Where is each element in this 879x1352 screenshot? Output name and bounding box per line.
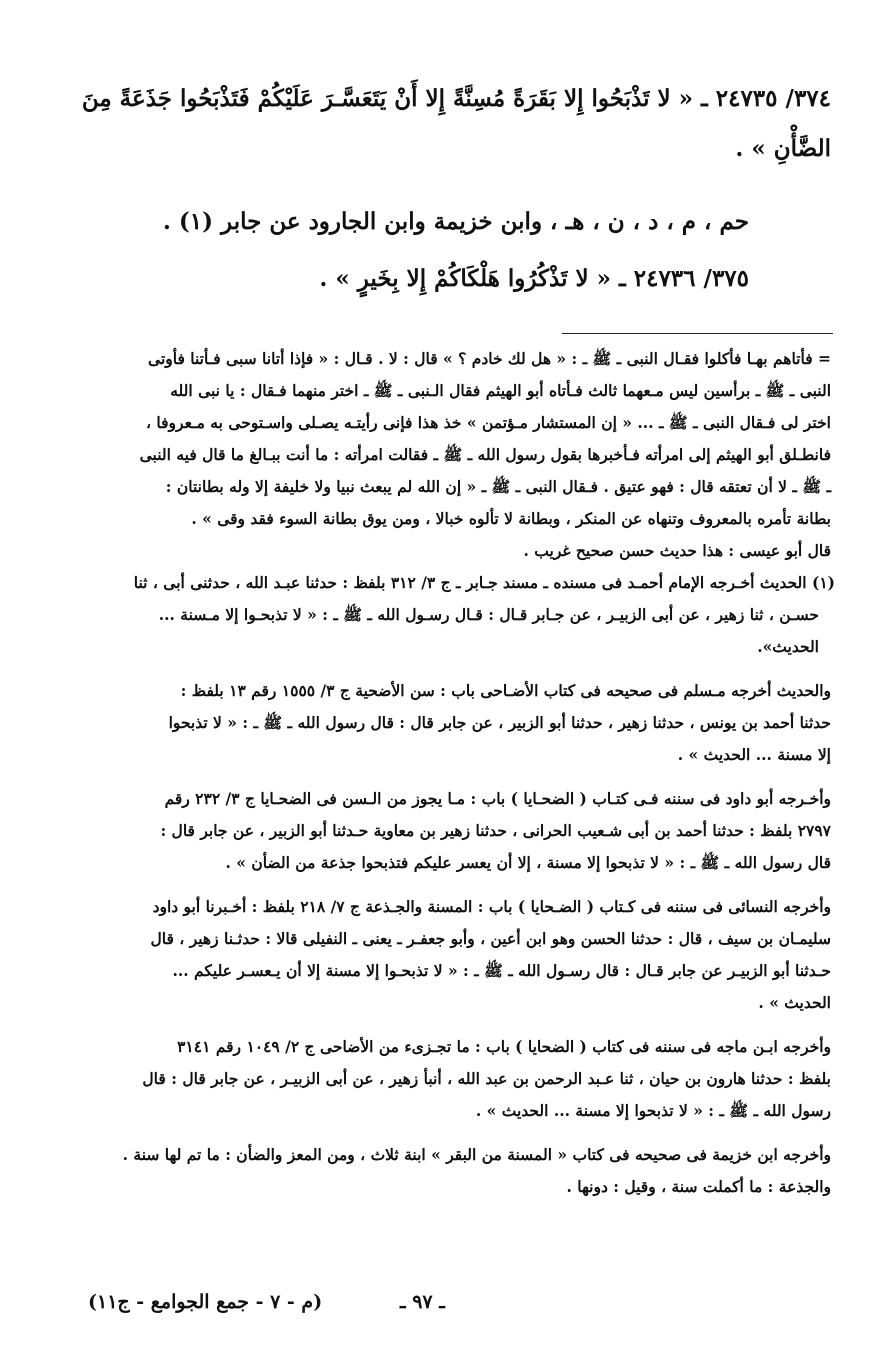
footnote-line: حـدثنا أبو الزبيـر عن جابر قـال : قال رسـول الله ـ ﷺ ـ : « لا تذبحـوا إلا مسنة إلا أن يـعسـر عليكم ... — [172, 961, 831, 980]
footnote-line: والحديث أخرجه مـسلم فى صحيحه فى كتاب الأضـاحى باب : سن الأضحية ج ٣/ ١٥٥٥ رقم ١٣ بلفظ : — [180, 681, 831, 700]
footnote-line: ـ ﷺ ـ لا أن تعتقه قال : فهو عتيق . فـقال النبى ـ ﷺ ـ « إن الله لم يبعث نبيا ولا خليفة إلا وله بطانتان : — [165, 477, 831, 496]
footnote-line: حسـن ، ثنا زهير ، عن أبى الزبيـر ، عن جـابر قـال : قـال رسـول الله ـ ﷺ ـ : « لا تذبحـوا إلا مـسنة ... — [158, 605, 819, 624]
footnote-line: بطانة تأمره بالمعروف وتنهاه عن المنكر ، وبطانة لا تألوه خبالا ، ومن يوق بطانة السوء فقد وقى » . — [191, 509, 831, 528]
footnote-line: النبى ـ ﷺ ـ برأسين ليس مـعهما ثالث فـأتاه أبو الهيثم فقال الـنبى ـ ﷺ ـ اختر منهما فـقال : يا نبى الله — [170, 381, 831, 400]
hadith-374-text-line-2: الضَّأْنِ » . — [735, 135, 831, 162]
hadith-375-text: ٣٧٥/ ٢٤٧٣٦ ـ « لا تَذْكُرُوا هَلْكَاكُمْ إِلا بِخَيرٍ » . — [319, 265, 749, 292]
footnote-line: فانطـلق أبو الهيثم إلى امرأته فـأخبرها بقول رسول الله ـ ﷺ ـ فقالت امرأته : ما أنت ببـالغ ما قال فيه النبى — [139, 445, 831, 464]
footnote-line: وأخرجه النسائى فى سننه فى كـتاب ( الضـحايا ) باب : المسنة والجـذعة ج ٧/ ٢١٨ بلفظ : أخـبرنا أبو داود — [152, 897, 831, 916]
footnote-line: وأخرجه ابن خزيمة فى صحيحه فى كتاب « المسنة من البقر » ابنة ثلاث ، ومن المعز والضأن : ما تم لها سنة . — [122, 1145, 831, 1164]
footnote-line: حدثنا أحمد بن يونس ، حدثنا زهير ، حدثنا أبو الزبير ، عن جابر قال : قال رسول الله ـ ﷺ ـ : « لا تذبحوا — [168, 713, 831, 732]
footnote-line: اختر لى فـقال النبى ـ ﷺ ـ ... « إن المستشار مـؤتمن » خذ هذا فإنى رأيتـه يصـلى واسـتوحى به مـعروفا ، — [146, 413, 831, 432]
footnote-line: الحديث » . — [758, 993, 831, 1012]
footnote-line: بلفظ : حدثنا هارون بن حيان ، ثنا عـبد الرحمن بن عبد الله ، أنبأ زهير ، عن أبى الزبيـر ، عن جابر قال : قال — [142, 1069, 831, 1088]
footnote-line: قال رسول الله ـ ﷺ ـ : « لا تذبحوا إلا مسنة ، إلا أن يعسر عليكم فتذبحوا جذعة من الضأن » . — [225, 853, 831, 872]
footnote-line: إلا مسنة ... الحديث » . — [677, 745, 831, 764]
footnote-line: وأخرجه ابـن ماجه فى سننه فى كتاب ( الضحايا ) باب : ما تجـزىء من الأضاحى ج ٢/ ١٠٤٩ رقم ٣١٤١ — [177, 1037, 831, 1056]
footnote-line: ٢٧٩٧ بلفظ : حدثنا أحمد بن أبى شـعيب الحرانى ، حدثنا زهير بن معاوية حـدثنا أبو الزبير ، عن جابر قال : — [160, 821, 831, 840]
footnote-line: سليمـان بن سيف ، قال : حدثنا الحسن وهو ابن أعين ، وأبو جعفـر ـ يعنى ـ النفيلى قالا : حدثـنا زهير ، قال — [150, 929, 831, 948]
hadith-374-sources: حم ، م ، د ، ن ، هـ ، وابن خزيمة وابن الجارود عن جابر (١) . — [162, 208, 749, 235]
page-number: ـ ٩٧ ـ — [400, 1291, 445, 1313]
footnote-line: الحديث». — [757, 637, 819, 656]
footnote-line: = فأتاهم بهـا فأكلوا فقـال النبى ـ ﷺ ـ : « هل لك خادم ؟ » قال : لا . قـال : « فإذا أتانا سبى فـأتنا فأوتى — [148, 349, 831, 368]
hadith-374-text-line-1: ٣٧٤/ ٢٤٧٣٥ ـ « لا تَذْبَحُوا إِلا بَقَرَةً مُسِنَّةً إِلا أَنْ يَتَعَسَّـرَ عَلَيْكُمْ فَتَذْبَحُوا جَذَعَةً مِنَ — [81, 85, 831, 112]
volume-reference: (م - ٧ - جمع الجوامع - ج١١) — [88, 1291, 323, 1313]
footnote-line: وأخـرجه أبو داود فى سننه فـى كتـاب ( الضحـايا ) باب : مـا يجوز من الـسن فى الضحـايا ج ٣/ ٢٣٢ رقم — [164, 789, 831, 808]
footnote-line: رسول الله ـ ﷺ ـ : « لا تذبحوا إلا مسنة ... الحديث » . — [475, 1101, 831, 1120]
footnote-1-line: (١) الحديث أخـرجه الإمام أحمـد فى مسنده ـ مسند جـابر ـ ج ٣/ ٣١٢ بلفظ : حدثنا عبـد الله ، حدثنى أبى ، ثنا — [133, 573, 835, 592]
footnote-separator — [562, 333, 833, 334]
footnote-line: قال أبو عيسى : هذا حديث حسن صحيح غريب . — [523, 541, 831, 560]
footnote-line: والجذعة : ما أكملت سنة ، وقيل : دونها . — [566, 1177, 831, 1196]
